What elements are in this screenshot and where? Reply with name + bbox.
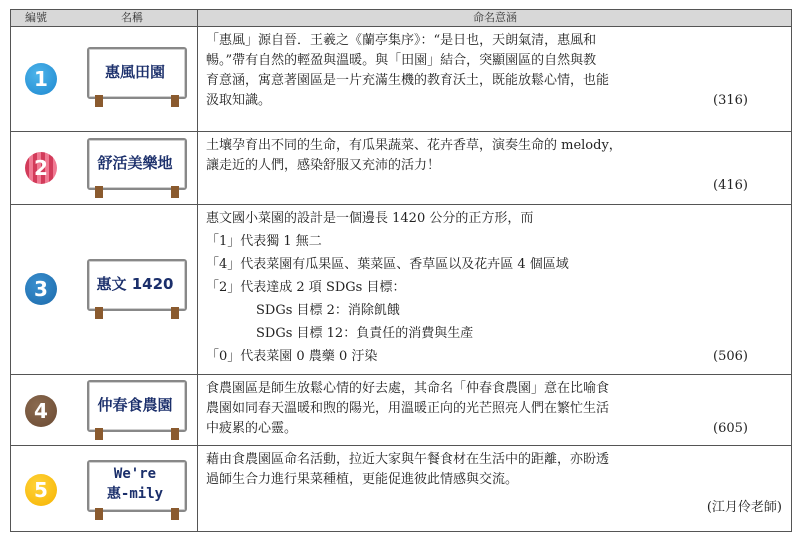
desc-line: 「2」代表達成 2 項 SDGs 目標： <box>206 280 406 295</box>
number-label: 4 <box>34 399 48 423</box>
row-description <box>206 136 786 196</box>
naming-table <box>10 9 792 532</box>
table-row <box>11 205 791 375</box>
sign-board <box>87 47 187 107</box>
sign-label: 惠文 1420 <box>96 274 174 293</box>
desc-line: 讓走近的人們，感染舒服又充沛的活力！ <box>206 158 441 173</box>
sdg-line: SDGs 目標 12：負責任的消費與生產 <box>256 326 474 341</box>
desc-line <box>206 345 786 368</box>
desc-text: 汲取知識。 <box>206 93 272 108</box>
sign-label: 舒活美樂地 <box>97 153 173 172</box>
desc-line: 食農園區是師生放鬆心情的好去處，其命名「仲春食農園」意在比喻食 <box>206 381 610 396</box>
ref-label: (506) <box>713 349 748 364</box>
desc-line: 土壤孕育出不同的生命，有瓜果蔬菜、花卉香草，演奏生命的 melody， <box>206 138 622 153</box>
row-description <box>206 31 786 111</box>
desc-line: 「1」代表獨 1 無二 <box>206 234 322 249</box>
header-meaning: 命名意涵 <box>473 11 517 24</box>
table-row <box>11 446 791 532</box>
number-badge <box>25 273 57 305</box>
row-description <box>206 207 786 368</box>
sign-board <box>87 259 187 319</box>
sign-board <box>87 380 187 440</box>
sign-label: 惠風田園 <box>104 62 165 81</box>
desc-line: 過師生合力進行果菜種植，更能促進彼此情感與交流。 <box>206 472 519 487</box>
desc-line: 惠文國小菜園的設計是一個邊長 1420 公分的正方形，而 <box>206 211 534 226</box>
table-header <box>11 10 791 27</box>
number-label: 3 <box>34 277 48 301</box>
number-badge <box>25 474 57 506</box>
desc-line: 暢。”帶有自然的輕盈與溫暖。與「田園」結合，突顯園區的自然與教 <box>206 53 597 68</box>
ref-label: (316) <box>713 93 748 108</box>
desc-line <box>206 91 786 111</box>
table-row <box>11 132 791 205</box>
row-description <box>206 450 786 518</box>
ref-label: (605) <box>713 421 748 436</box>
desc-line: 農園如同春天溫暖和煦的陽光，用溫暖正向的光芒照亮人們在繁忙生活 <box>206 401 610 416</box>
sign-board <box>87 138 187 198</box>
desc-line: 藉由食農園區命名活動，拉近大家與午餐食材在生活中的距離，亦盼透 <box>206 452 610 467</box>
desc-line: 「惠風」源自晉．王羲之《蘭亭集序》：“是日也，天朗氣清，惠風和 <box>206 33 597 48</box>
number-label: 5 <box>34 478 48 502</box>
desc-text: 中疲累的心靈。 <box>206 421 298 436</box>
author-label: (江月伶老師) <box>706 500 782 515</box>
number-badge <box>25 395 57 427</box>
number-badge <box>25 152 57 184</box>
sign-label: We're 惠-mily <box>106 466 164 502</box>
number-label: 1 <box>34 67 48 91</box>
ref-label: (416) <box>713 178 748 193</box>
header-number: 編號 <box>25 11 47 24</box>
table-row <box>11 27 791 132</box>
row-description <box>206 379 786 439</box>
sdg-line: SDGs 目標 2：消除飢餓 <box>256 303 400 318</box>
header-name: 名稱 <box>121 11 143 24</box>
number-badge <box>25 63 57 95</box>
desc-text: 「0」代表菜園 0 農藥 0 汙染 <box>206 349 378 364</box>
desc-line: 「4」代表菜園有瓜果區、葉菜區、香草區以及花卉區 4 個區域 <box>206 257 569 272</box>
number-label: 2 <box>34 156 48 180</box>
sign-label: 仲春食農園 <box>97 395 173 414</box>
table-row <box>11 375 791 446</box>
desc-line: 育意涵，寓意著園區是一片充滿生機的教育沃土，既能放鬆心情，也能 <box>206 73 610 88</box>
sign-board <box>87 460 187 520</box>
desc-line <box>206 419 786 439</box>
